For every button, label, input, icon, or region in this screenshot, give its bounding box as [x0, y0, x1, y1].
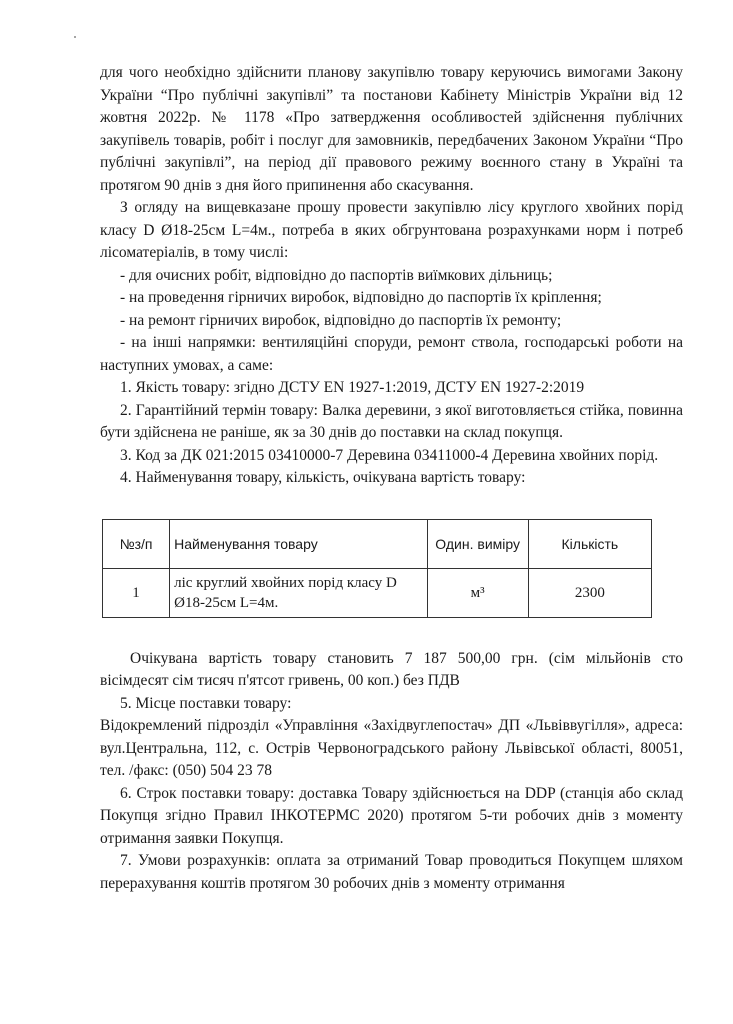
cell-unit: м³ [427, 568, 528, 617]
cell-number: 1 [103, 568, 170, 617]
scan-speck [74, 36, 76, 38]
item-warranty: 2. Гарантійний термін товару: Валка деревини, з якої виготовляється стійка, повинна бути здійснена не раніше, як за 30 днів до поставки на склад покупця. [100, 401, 683, 441]
paragraph-request: З огляду на вищевказане прошу провести закупівлю лісу круглого хвойних порід класу D Ø18-25см L=4м., потреба в яких обгрунтована розрахунками норм і потреб лісоматеріалів, в тому числі: [100, 199, 683, 261]
paragraph-delivery-address: Відокремлений підрозділ «Управління «Західвуглепостач» ДП «Львіввугілля», адреса: вул.Центральна, 112, с. Острів Червоноградського району Львівської області, 80051, тел. /факс: (050) 504 23 78 [100, 717, 683, 779]
list-item-other-directions: - на інші напрямки: вентиляційні споруди, ремонт ствола, господарські роботи на наступних умовах, а саме: [100, 334, 683, 374]
list-item-clearing-works: - для очисних робіт, відповідно до паспортів виїмкових дільниць; [120, 266, 553, 284]
paragraph-expected-cost: Очікувана вартість товару становить 7 187 500,00 грн. (сім мільйонів сто вісімдесят сім тисяч п'ятсот гривень, 00 коп.) без ПДВ [100, 649, 683, 689]
item-delivery-place-heading: 5. Місце поставки товару: [120, 694, 292, 712]
item-dk-code: 3. Код за ДК 021:2015 03410000-7 Деревина 03411000-4 Деревина хвойних порід. [120, 446, 659, 464]
header-number: №з/п [103, 519, 170, 568]
item-goods-list-heading: 4. Найменування товару, кількість, очікувана вартість товару: [120, 469, 526, 486]
table-header-row [103, 519, 652, 568]
table-row [103, 568, 652, 617]
goods-table [102, 519, 652, 618]
list-item-repair-workings: - на ремонт гірничих виробок, відповідно до паспортів їх ремонту; [120, 311, 562, 329]
cell-quantity: 2300 [528, 568, 651, 617]
list-item-mine-workings: - на проведення гірничих виробок, відповідно до паспортів їх кріплення; [120, 289, 602, 306]
header-goods-name: Найменування товару [170, 519, 427, 568]
header-quantity: Кількість [528, 519, 651, 568]
header-unit: Один. виміру [427, 519, 528, 568]
item-quality: 1. Якість товару: згідно ДСТУ EN 1927-1:2019, ДСТУ EN 1927-2:2019 [120, 379, 585, 396]
item-delivery-term: 6. Строк поставки товару: доставка Товару здійснюється на DDP (станція або склад Покупця згідно Правил ІНКОТЕРМС 2020) протягом 5-ти робочих днів з моменту отримання заявки Покупця. [100, 784, 683, 847]
item-payment-terms: 7. Умови розрахунків: оплата за отриманий Товар проводиться Покупцем шляхом перерахування коштів протягом 30 робочих днів з моменту отримання [100, 852, 683, 892]
document-page [100, 62, 683, 895]
paragraph-procurement-basis: для чого необхідно здійснити планову закупівлю товару керуючись вимогами Закону України “Про публічні закупівлі” та постанови Кабінету Міністрів України від 12 жовтня 2022р. № 1178 «Про затвердження особливостей здійснення публічних закупівель товарів, робіт і послуг для замовників, передбачених Законом України “Про публічні закупівлі”, на період дії правового режиму воєнного стану в Україні та протягом 90 днів з дня його припинення або скасування. [100, 64, 683, 194]
cell-goods-name: ліс круглий хвойних порід класу D Ø18-25см L=4м. [170, 568, 427, 617]
goods-table-wrapper [102, 519, 683, 618]
